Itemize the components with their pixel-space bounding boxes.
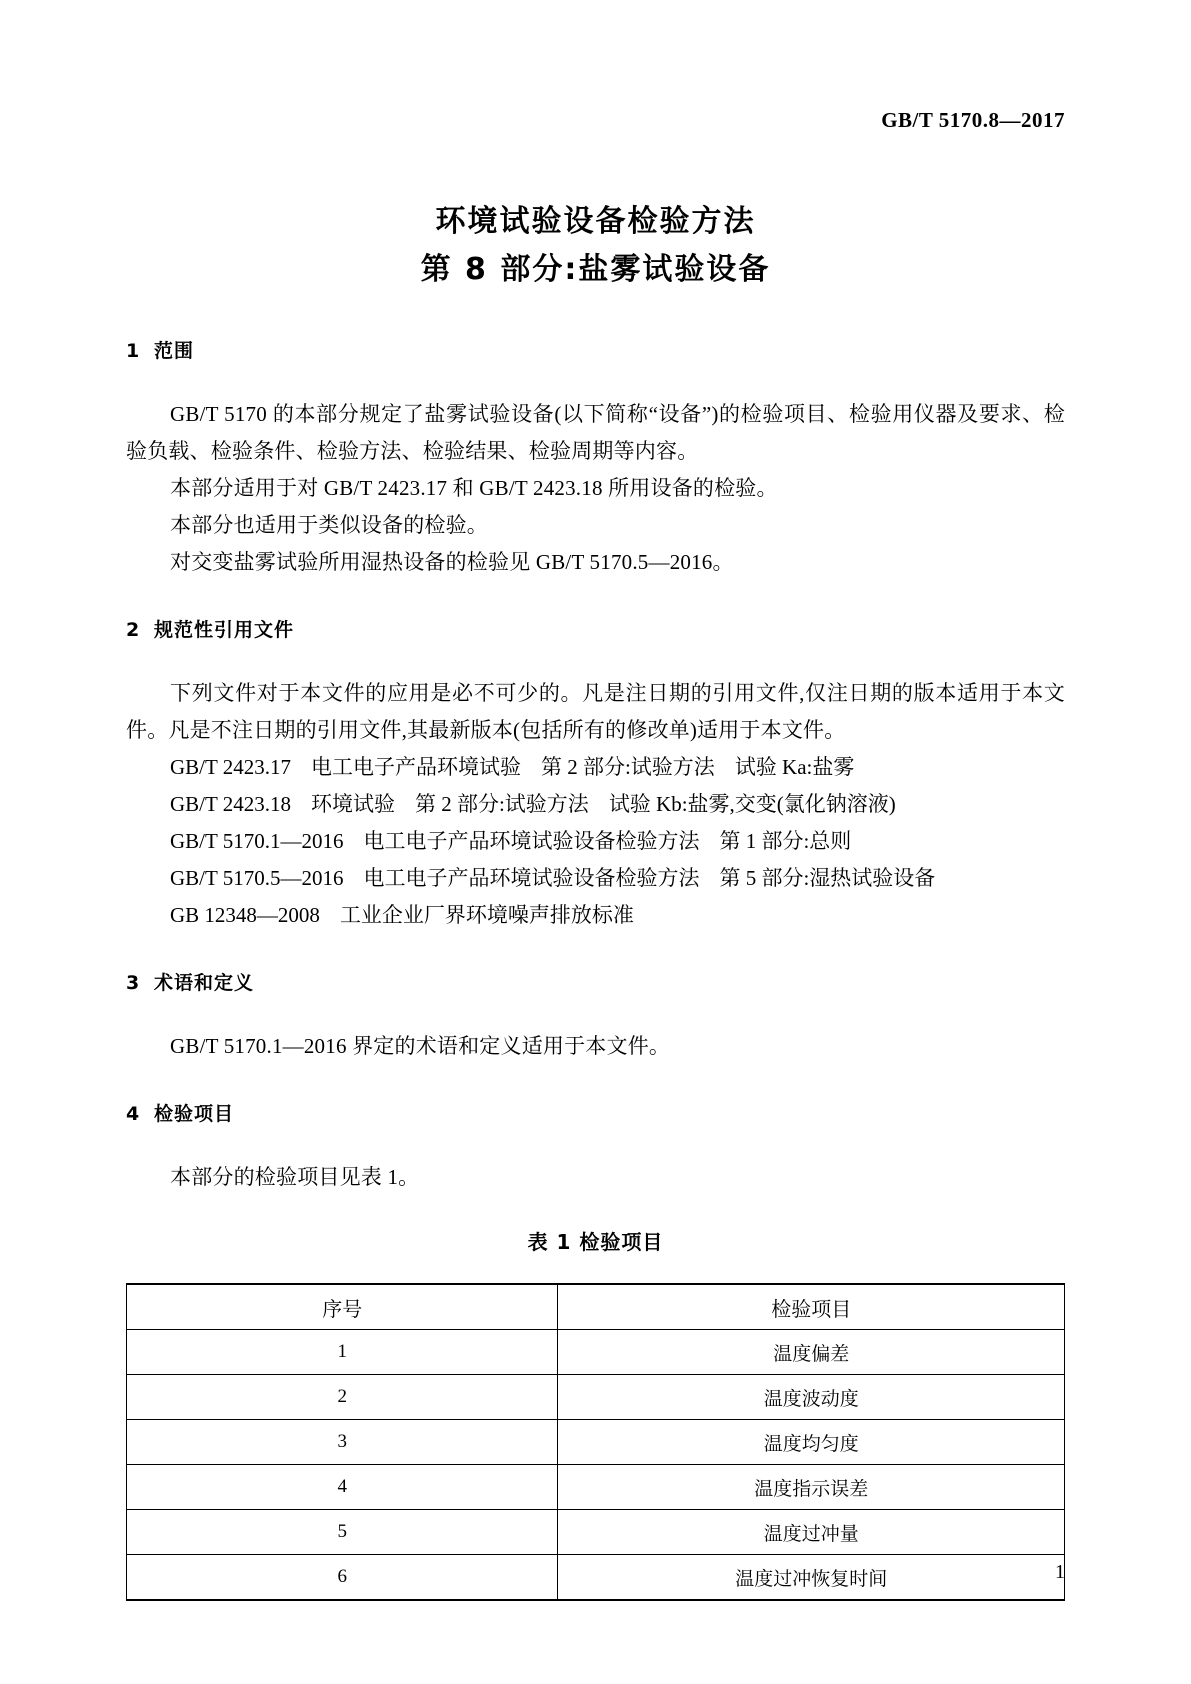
cell-no: 6: [127, 1555, 558, 1601]
document-body: [126, 338, 1065, 1601]
table-caption: 表 1 检验项目: [527, 1230, 664, 1254]
reference-item: [126, 897, 1065, 934]
reference-code: GB 12348—2008: [170, 903, 320, 927]
cell-no: 3: [127, 1420, 558, 1465]
spacer: [126, 364, 1065, 396]
table-row: [127, 1465, 1065, 1510]
standard-code: GB/T 5170.8—2017: [881, 108, 1065, 132]
reference-item: [126, 786, 1065, 823]
reference-code: GB/T 5170.5—2016: [170, 866, 344, 890]
clause-number-1: 1: [126, 340, 141, 362]
reference-title: 工业企业厂界环境噪声排放标准: [339, 903, 634, 927]
reference-part: 第 2 部分:试验方法: [540, 755, 715, 779]
spacer: [126, 643, 1065, 675]
spacer: [126, 934, 1065, 970]
clause-number-4: 4: [126, 1103, 141, 1125]
table-body: [127, 1330, 1065, 1601]
clause-2-paragraph-1: 下列文件对于本文件的应用是必不可少的。凡是注日期的引用文件,仅注日期的版本适用于本文件。凡是不注日期的引用文件,其最新版本(包括所有的修改单)适用于本文件。: [126, 681, 1065, 742]
spacer: [126, 1065, 1065, 1101]
spacer: [126, 996, 1065, 1028]
table-row: [127, 1375, 1065, 1420]
reference-item: [126, 860, 1065, 897]
reference-part: 第 1 部分:总则: [719, 829, 852, 853]
clause-title-2: 规范性引用文件: [154, 619, 295, 641]
reference-item: [126, 749, 1065, 786]
clause-title-4: 检验项目: [154, 1103, 235, 1125]
clause-1-paragraph-2: 本部分适用于对 GB/T 2423.17 和 GB/T 2423.18 所用设备的检验。: [170, 476, 778, 500]
reference-code: GB/T 2423.17: [170, 755, 291, 779]
spacer: [126, 1196, 1065, 1226]
cell-no: 4: [127, 1465, 558, 1510]
column-header-no: 序号: [127, 1284, 558, 1330]
page-number: 1: [1055, 1561, 1065, 1583]
table-row: [127, 1555, 1065, 1601]
clause-4-paragraph-1: 本部分的检验项目见表 1。: [170, 1165, 420, 1189]
clause-1-paragraph-3: 本部分也适用于类似设备的检验。: [170, 513, 488, 537]
cell-item: 温度过冲恢复时间: [558, 1555, 1065, 1601]
clause-heading-4: [126, 1101, 1065, 1127]
cell-item: 温度指示误差: [558, 1465, 1065, 1510]
reference-part: 第 5 部分:湿热试验设备: [719, 866, 936, 890]
spacer: [126, 581, 1065, 617]
reference-test: 试验 Kb:盐雾,交变(氯化钠溶液): [608, 792, 896, 816]
clause-1-paragraph-1: GB/T 5170 的本部分规定了盐雾试验设备(以下简称“设备”)的检验项目、检验用仪器及要求、检验负载、检验条件、检验方法、检验结果、检验周期等内容。: [126, 402, 1065, 463]
clause-heading-2: [126, 617, 1065, 643]
clause-1-paragraph-4: 对交变盐雾试验所用湿热设备的检验见 GB/T 5170.5—2016。: [170, 550, 734, 574]
reference-title: 电工电子产品环境试验设备检验方法: [363, 829, 700, 853]
reference-title: 电工电子产品环境试验设备检验方法: [363, 866, 700, 890]
running-header: [126, 108, 1065, 133]
cell-item: 温度过冲量: [558, 1510, 1065, 1555]
title-line-2: 第 8 部分:盐雾试验设备: [420, 252, 771, 287]
spacer: [126, 1255, 1065, 1283]
cell-item: 温度波动度: [558, 1375, 1065, 1420]
reference-test: 试验 Ka:盐雾: [734, 755, 855, 779]
cell-item: 温度偏差: [558, 1330, 1065, 1375]
clause-title-1: 范围: [154, 340, 195, 362]
clause-title-3: 术语和定义: [154, 972, 255, 994]
reference-item: [126, 823, 1065, 860]
title-line-1: 环境试验设备检验方法: [435, 204, 756, 239]
table-head: [127, 1284, 1065, 1330]
inspection-items-table: [126, 1283, 1065, 1601]
cell-no: 2: [127, 1375, 558, 1420]
reference-code: GB/T 2423.18: [170, 792, 291, 816]
reference-code: GB/T 5170.1—2016: [170, 829, 344, 853]
column-header-item: 检验项目: [558, 1284, 1065, 1330]
spacer: [126, 1127, 1065, 1159]
cell-item: 温度均匀度: [558, 1420, 1065, 1465]
clause-number-2: 2: [126, 619, 141, 641]
cell-no: 5: [127, 1510, 558, 1555]
reference-part: 第 2 部分:试验方法: [414, 792, 589, 816]
clause-3-paragraph-1: GB/T 5170.1—2016 界定的术语和定义适用于本文件。: [170, 1034, 671, 1058]
reference-title: 电工电子产品环境试验: [310, 755, 521, 779]
table-row: [127, 1510, 1065, 1555]
table-row: [127, 1420, 1065, 1465]
table-row: [127, 1330, 1065, 1375]
clause-heading-1: [126, 338, 1065, 364]
cell-no: 1: [127, 1330, 558, 1375]
document-title: [126, 198, 1065, 294]
clause-heading-3: [126, 970, 1065, 996]
table-header-row: [127, 1284, 1065, 1330]
reference-title: 环境试验: [310, 792, 395, 816]
clause-number-3: 3: [126, 972, 141, 994]
